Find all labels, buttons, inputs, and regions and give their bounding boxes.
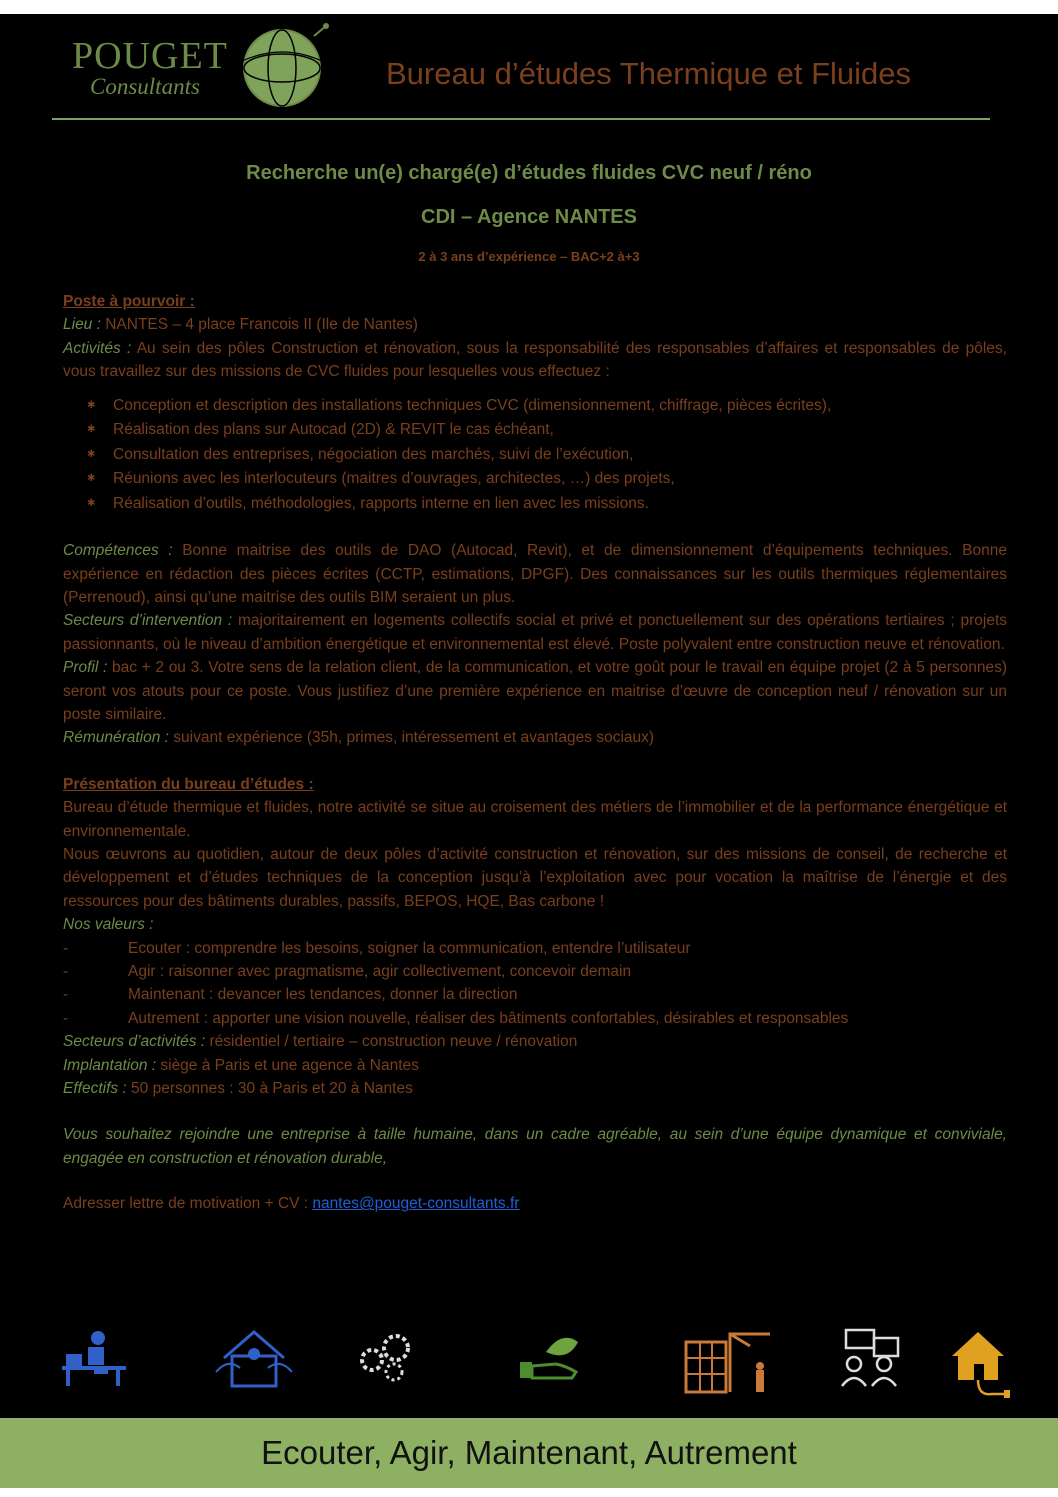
closing-paragraph: Vous souhaitez rejoindre une entreprise à taille humaine, dans un cadre agréable, au sein d’une équipe dynamique et conviviale, engagée en construction et rénovation durable, — [63, 1126, 1007, 1167]
secteurs-activites-label: Secteurs d’activités : — [63, 1033, 206, 1051]
list-item: ✱ Réalisation des plans sur Autocad (2D) & REVIT le cas échéant, — [87, 418, 1007, 443]
contact-text: Adresser lettre de motivation + CV : — [63, 1195, 313, 1213]
secteurs-activites-text: résidentiel / tertiaire – construction neuve / rénovation — [205, 1033, 578, 1051]
effectifs-label: Effectifs : — [63, 1080, 127, 1098]
competences-label: Compétences : — [63, 542, 173, 560]
secteurs-intervention-text: majoritairement en logements collectifs social et privé et ponctuellement sur des opérations tertiaires ; projets passionnants, où le niveau d’ambition énergétique et environnemental est élevé. Poste polyvalent entre construction neuve et rénovation. — [63, 612, 1007, 653]
poste-heading: Poste à pourvoir : — [63, 293, 195, 310]
lieu-value: NANTES – 4 place Francois II (Ile de Nantes) — [100, 316, 418, 334]
lieu-label: Lieu : — [63, 316, 101, 334]
contact-line — [63, 1192, 1007, 1215]
company-logo — [68, 22, 338, 112]
desk-worker-icon — [62, 1328, 126, 1388]
valeur-item: - Agir : raisonner avec pragmatisme, agir collectivement, concevoir demain — [63, 963, 632, 981]
activites-text: Au sein des pôles Construction et rénovation, sous la responsabilité des responsables d’affaires et responsables de pôles, vous travaillez sur des missions de CVC fluides pour lesquelles vous effectuez : — [63, 339, 1007, 381]
implantation-label: Implantation : — [63, 1056, 157, 1074]
profil-text: bac + 2 ou 3. Votre sens de la relation client, de la communication, et votre goût pour le travail en équipe projet (2 à 5 personnes) seront vos atouts pour ce poste. Vous justifiez d’une première expérience en maitrise d’œuvre de conception neuf / rénovation sur un poste similaire. — [63, 659, 1007, 723]
contract-title: CDI – Agence NANTES — [421, 206, 637, 228]
globe-logo-icon — [230, 22, 330, 112]
header-title: Bureau d’études Thermique et Fluides — [386, 56, 912, 91]
bureau-paragraph-2: Nous œuvrons au quotidien, autour de deux pôles d’activité construction et rénovation, sur des missions de conseil, de recherche et développement et d’études techniques de la conception jusqu’à l’exploitation avec pour vocation la maîtrise de l’énergie et des ressources pour des bâtiments durables, passifs, BEPOS, HQE, Bas carbone ! — [63, 846, 1007, 910]
gears-icon — [358, 1328, 414, 1388]
email-link[interactable]: nantes@pouget-consultants.fr — [312, 1195, 520, 1213]
bottom-page-edge — [0, 1488, 1058, 1497]
header-divider — [52, 118, 990, 120]
secteurs-intervention-label: Secteurs d’intervention : — [63, 612, 233, 630]
implantation-text: siège à Paris et une agence à Nantes — [156, 1056, 419, 1074]
banner-text: Ecouter, Agir, Maintenant, Autrement — [261, 1434, 797, 1471]
bureau-paragraph-1: Bureau d’étude thermique et fluides, notre activité se situe au croisement des métiers de l’immobilier et de la performance énergétique et environnementale. — [63, 799, 1007, 840]
remuneration-label: Rémunération : — [63, 729, 169, 747]
bureau-heading: Présentation du bureau d’études : — [63, 775, 314, 793]
values-banner — [0, 1418, 1058, 1488]
meeting-icon — [838, 1328, 902, 1388]
activites-label: Activités : — [63, 339, 132, 357]
job-title: Recherche un(e) chargé(e) d’études fluides CVC neuf / réno — [246, 162, 812, 184]
remuneration-text: suivant expérience (35h, primes, intéressement et avantages sociaux) — [168, 729, 655, 747]
top-page-edge — [0, 0, 1058, 14]
house-plug-icon — [948, 1328, 1012, 1400]
task-list — [87, 394, 1007, 517]
valeurs-label: Nos valeurs : — [63, 916, 154, 934]
valeur-item: - Ecouter : comprendre les besoins, soigner la communication, entendre l’utilisateur — [63, 939, 691, 957]
values-icon-row — [0, 1328, 1058, 1398]
valeur-item: - Autrement : apporter une vision nouvelle, réaliser des bâtiments confortables, désirables et responsables — [63, 1009, 849, 1027]
logo-subtitle: Consultants — [90, 74, 200, 99]
job-description — [63, 290, 1007, 1216]
list-item: ✱ Réunions avec les interlocuteurs (maitres d’ouvrages, architectes, …) des projets, — [87, 467, 1007, 492]
profil-label: Profil : — [63, 659, 108, 677]
list-item: ✱ Consultation des entreprises, négociation des marchés, suivi de l’exécution, — [87, 443, 1007, 468]
list-item: ✱ Conception et description des installations techniques CVC (dimensionnement, chiffrage, pièces écrites), — [87, 394, 1007, 419]
competences-text: Bonne maitrise des outils de DAO (Autocad, Revit), et de dimensionnement d’équipements techniques. Bonne expérience en rédaction des pièces écrites (CCTP, estimations, DPGF). Des connaissances sur les outils thermiques réglementaires (Perrenoud), ainsi qu’une maitrise des outils BIM seraient un plus. — [63, 542, 1008, 606]
construction-site-icon — [680, 1328, 772, 1394]
house-climate-icon — [214, 1328, 294, 1390]
logo-wordmark: POUGET — [72, 35, 228, 77]
list-item: ✱ Réalisation d’outils, méthodologies, rapports interne en lien avec les missions. — [87, 492, 1007, 517]
effectifs-text: 50 personnes : 30 à Paris et 20 à Nantes — [126, 1080, 413, 1098]
valeur-item: - Maintenant : devancer les tendances, donner la direction — [63, 986, 518, 1004]
requirements-line: 2 à 3 ans d’expérience – BAC+2 à+3 — [418, 249, 640, 264]
hand-leaf-icon — [516, 1328, 582, 1388]
